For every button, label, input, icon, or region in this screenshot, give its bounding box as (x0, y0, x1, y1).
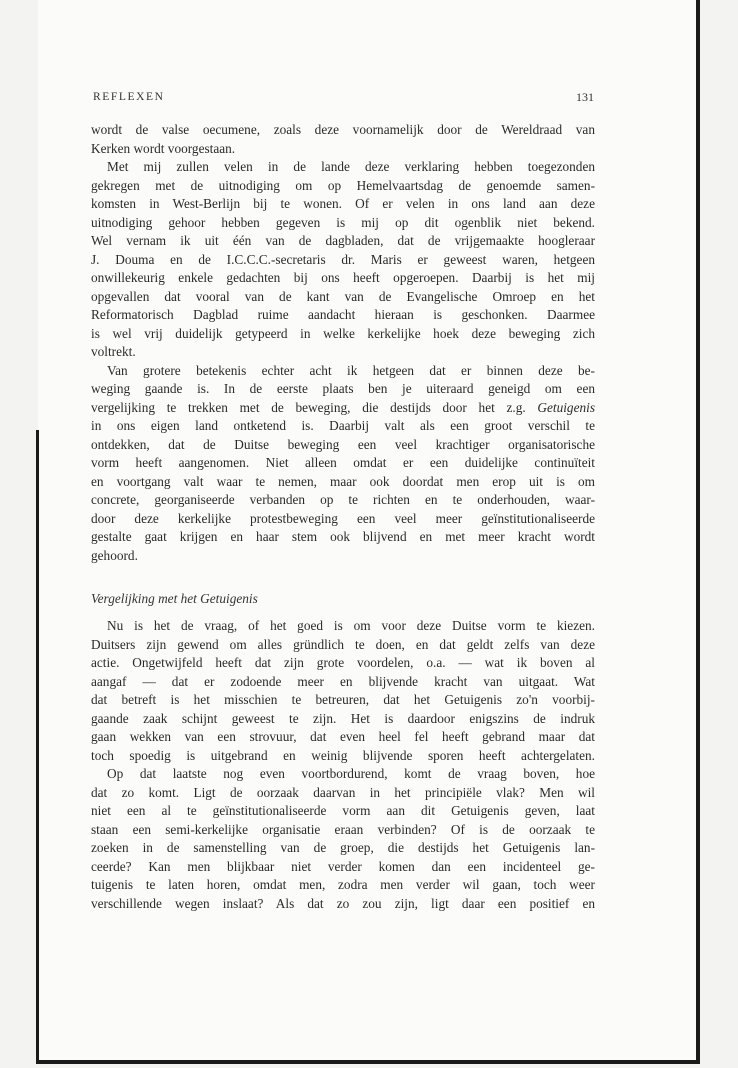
text-line: Kerken wordt voorgestaan. (91, 140, 236, 156)
text-line: komsten in West-Berlijn bij te wonen. Of er velen in ons land aan deze (91, 196, 595, 211)
text-line: niet een al te geïnstitutionaliseerde vorm aan dit Getuigenis geven, laat (91, 803, 595, 818)
text-line: ontdekken, dat de Duitse beweging een veel krachtiger organisatorische (91, 436, 595, 452)
text-line: Nu is het de vraag, of het goed is om voor deze Duitse vorm te kiezen. (107, 618, 595, 633)
scan-edge-left (36, 430, 39, 1064)
text-line: J. Douma en de I.C.C.C.-secretaris dr. Maris er geweest waren, hetgeen (91, 251, 595, 267)
text-line: wordt de valse oecumene, zoals deze voornamelijk door de Wereldraad van (91, 122, 595, 137)
text-line: door deze kerkelijke protestbeweging een veel meer geïnstitutionaliseerde (91, 510, 595, 526)
text-line: Reformatorisch Dagblad ruime aandacht hieraan is geschonken. Daarmee (91, 307, 595, 322)
text-line: opgevallen dat vooral van de kant van de Evangelische Omroep en het (91, 288, 595, 304)
text-line: Op dat laatste nog even voortbordurend, komt de vraag boven, hoe (107, 766, 595, 781)
text-line: uitnodiging gehoor hebben gegeven is mij op dit ogenblik niet bekend. (91, 214, 595, 230)
text-line: gaan wekken van een strovuur, dat even heel fel heeft gebrand maar dat (91, 729, 595, 744)
scan-edge-bottom (36, 1060, 700, 1064)
text-line: aangaf — dat er zodoende meer en blijvende kracht van uitgaat. Wat (91, 673, 595, 689)
text-line: gaande zaak schijnt geweest te zijn. Het is daardoor enigszins de indruk (91, 710, 595, 726)
text-line: Duitsers zijn gewend om alles gründlich te doen, en dat geldt zelfs van deze (91, 636, 595, 652)
text-line: onwillekeurig enkele gedachten bij ons heeft opgeroepen. Daarbij is het mij (91, 270, 595, 285)
text-line: dat betreft is het misschien te betreuren, dat het Getuigenis zo'n voorbij- (91, 692, 595, 707)
text-line: concrete, georganiseerde verbanden op te richten en te onderhouden, waar- (91, 492, 595, 507)
text-line: Met mij zullen velen in de lande deze verklaring hebben toegezonden (107, 159, 595, 174)
text-line: ceerde? Kan men blijkbaar niet verder komen dan een incidenteel ge- (91, 858, 595, 874)
text-line: Van grotere betekenis echter acht ik hetgeen dat er binnen deze be- (107, 362, 595, 378)
text-line: actie. Ongetwijfeld heeft dat zijn grote voordelen, o.a. — wat ik boven al (91, 655, 595, 670)
page-number: 131 (576, 90, 594, 104)
section-heading: Vergelijking met het Getuigenis (91, 591, 258, 606)
text-block-2 (91, 617, 595, 913)
text-line: is wel vrij duidelijk getypeerd in welke kerkelijke hoek deze beweging zich (91, 325, 595, 341)
text-line: tuigenis te laten horen, omdat men, zodra men verder wil gaan, toch weer (91, 877, 595, 892)
text-line: verschillende wegen inslaat? Als dat zo zou zijn, ligt daar een positief en (91, 895, 595, 911)
text-line: gehoord. (91, 547, 138, 563)
running-header: REFLEXEN (93, 91, 165, 103)
text-block-1 (91, 121, 595, 565)
text-line: voltrekt. (91, 344, 136, 359)
text-line: in ons eigen land ontketend is. Daarbij valt als een groot verschil te (91, 418, 595, 433)
text-line: staan een semi-kerkelijke organisatie eraan verbinden? Of is de oorzaak te (91, 821, 595, 837)
text-line: Wel vernam ik uit één van de dagbladen, dat de vrijgemaakte hoogleraar (91, 233, 595, 248)
text-line: vorm heeft aangenomen. Niet alleen omdat er een duidelijke continuïteit (91, 455, 595, 470)
italic-term: Getuigenis (537, 399, 595, 415)
text-line: vergelijking te trekken met de beweging, die destijds door het z.g. Getuigenis (91, 399, 595, 415)
text-line: zoeken in de samenstelling van de groep, die destijds het Getuigenis lan- (91, 840, 595, 855)
text-line: gekregen met de uitnodiging om op Hemelvaartsdag de genoemde samen- (91, 177, 595, 193)
text-line: toch spoedig is uitgebrand en weinig blijvende sporen heeft achtergelaten. (91, 747, 595, 763)
text-line: dat zo komt. Ligt de oorzaak daarvan in het principiële vlak? Men wil (91, 784, 595, 800)
text-line: en voortgang valt waar te nemen, maar ook doordat men erop uit is om (91, 473, 595, 489)
text-line: gestalte gaat krijgen en haar stem ook blijvend en met meer kracht wordt (91, 529, 595, 544)
scan-edge-right (696, 0, 700, 1064)
text-line: weging gaande is. In de eerste plaats ben je uiteraard geneigd om een (91, 381, 595, 396)
